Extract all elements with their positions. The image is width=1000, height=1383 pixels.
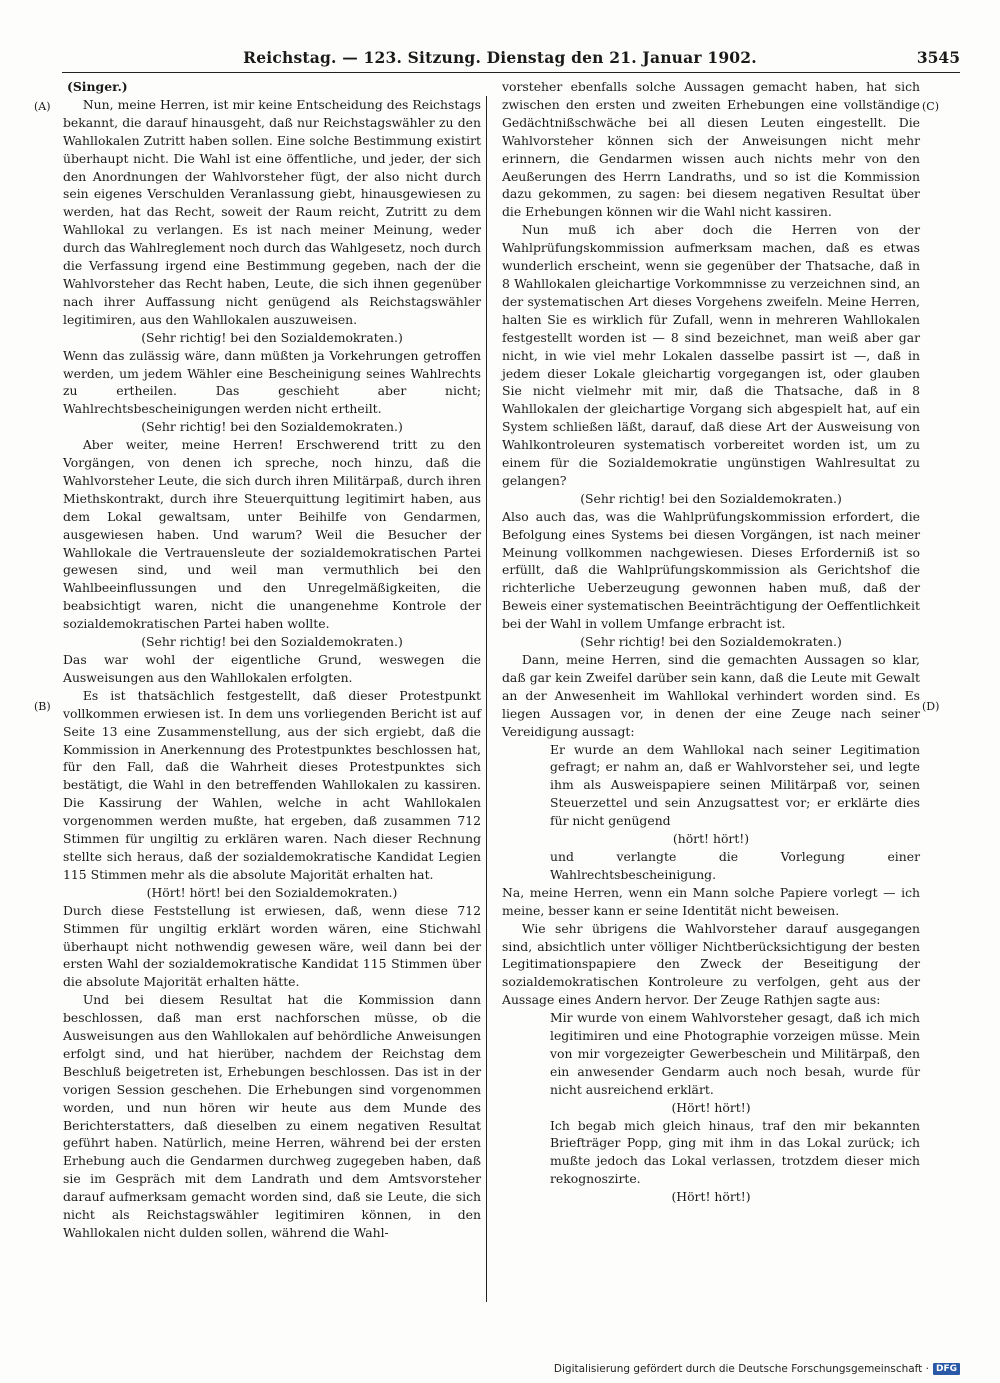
paragraph: Und bei diesem Resultat hat die Kommission dann beschlossen, daß man erst nachforschen müsse, ob die Ausweisungen aus den Wahllokalen auf behördliche Anweisungen erfolgt sind, und hat hierüber, nachdem der Reichstag dem Beschluß beigetreten ist, Erhebungen beschlossen. Das ist in der vorigen Session geschehen. Die Erhebungen sind vorgenommen worden, und nun hören wir heute aus dem Munde des Berichterstatters, daß dieselben zu einem negativen Resultat geführt haben. Natürlich, meine Herren, während bei der ersten Erhebung auch die Gendarmen durchweg zugegeben haben, daß sie im Gespräch mit dem Landrath und dem Amtsvorsteher darauf aufmerksam gemacht worden sind, daß sie Leute, die sich nicht als Reichstagswähler legitimiren können, in den Wahllokalen nicht dulden sollen, während die Wahl- (63, 992, 481, 1240)
paragraph: Wenn das zulässig wäre, dann müßten ja Vorkehrungen getroffen werden, um jedem Wähler eine Bescheinigung seines Wahlrechts zu ertheilen. Das geschieht aber nicht; Wahlrechtsbescheinigungen werden nicht ertheilt. (63, 347, 481, 417)
margin-marker-a: (A) (34, 100, 51, 113)
running-title: Reichstag. — 123. Sitzung. Dienstag den 21. Januar 1902. (243, 48, 757, 67)
dfg-logo: DFG (933, 1363, 960, 1375)
paragraph: Nun muß ich aber doch die Herren von der Wahlprüfungskommission aufmerksam machen, daß es etwas wunderlich erscheint, wenn sie gegenüber der Thatsache, daß in 8 Wahllokalen gleichartige Vorkommnisse zu verzeichnen sind, an der systematischen Art dieses Vorgehens zweifeln. Meine Herren, halten Sie es wirklich für Zufall, wenn in mehreren Wahllokalen festgestellt worden ist — 8 sind bezeichnet, man weiß aber gar nicht, in wie viel mehr Lokalen dasselbe passirt ist —, daß in jedem dieser Lokale gleichartig vorgegangen ist, oder glauben Sie nicht vielmehr mit mir, daß die Thatsache, daß in 8 Wahllokalen der gleichartige Vorgang sich abgespielt hat, auf ein System schließen läßt, darauf, daß diese Art der Ausweisung von Wahlkontroleuren systematisch vorbereitet worden ist, um zu einem für die Sozialdemokratie ungünstigen Wahlresultat zu gelangen? (502, 222, 920, 488)
right-column (502, 78, 920, 1206)
paragraph: Nun, meine Herren, ist mir keine Entscheidung des Reichstags bekannt, die darauf hinausgeht, daß nur Reichstagswähler zu den Wahllokalen Zutritt haben sollen. Eine solche Bestimmung existirt überhaupt nicht. Die Wahl ist eine öffentliche, und jeder, der sich den Anordnungen der Wahlvorsteher fügt, der also nicht durch sein eigenes Verschulden Veranlassung giebt, hinausgewiesen zu werden, hat das Recht, soweit der Raum reicht, Zutritt zu dem Wahllokal zu verlangen. Es ist nach meiner Meinung, weder durch das Wahlreglement noch durch das Wahlgesetz, noch durch die Verfassung irgend eine Bestimmung gegeben, nach der die Wahlvorsteher das Recht haben, Leute, die sich ihnen gegenüber nach ihrer Auffassung nicht genügend als Reichstagswähler legitimiren, aus den Wahllokalen auszuweisen. (63, 96, 481, 327)
interjection: (Sehr richtig! bei den Sozialdemokraten.) (141, 634, 403, 650)
page-number: 3545 (916, 48, 960, 67)
quotation: und verlangte die Vorlegung einer Wahlrechtsbescheinigung. (550, 848, 920, 882)
interjection: (Sehr richtig! bei den Sozialdemokraten.) (580, 490, 842, 506)
footer (554, 1363, 960, 1375)
paragraph: Dann, meine Herren, sind die gemachten Aussagen so klar, daß gar kein Zweifel darüber sein kann, daß die Leute mit Gewalt an der Anwesenheit im Wahllokal verhindert worden sind. Es liegen Aussagen vor, in denen der eine Zeuge nach seiner Vereidigung aussagt: (502, 652, 920, 739)
quotation: Er wurde an dem Wahllokal nach seiner Legitimation gefragt; er nahm an, daß er Wahlvorsteher sei, und legte ihm als Ausweispapiere seinen Militärpaß vor, seinen Steuerzettel und sein Anzugsattest vor; er erklärte dies für nicht genügend (550, 741, 920, 829)
left-column (63, 78, 481, 1242)
interjection: (Sehr richtig! bei den Sozialdemokraten.) (141, 419, 403, 435)
paragraph: Na, meine Herren, wenn ein Mann solche Papiere vorlegt — ich meine, besser kann er seine Identität nicht beweisen. (502, 884, 920, 918)
speaker-name: (Singer.) (67, 79, 128, 94)
header-rule (62, 72, 960, 73)
column-divider (486, 96, 487, 1302)
paragraph: Durch diese Feststellung ist erwiesen, daß, wenn diese 712 Stimmen für ungiltig erklärt worden wären, eine Stichwahl überhaupt nicht nothwendig gewesen wäre, weil dann bei der ersten Wahl der sozialdemokratische Kandidat 115 Stimmen über die absolute Majorität erhalten hätte. (63, 902, 481, 990)
interjection: (hört! hört!) (672, 831, 750, 847)
paragraph: Es ist thatsächlich festgestellt, daß dieser Protestpunkt vollkommen erwiesen ist. In dem uns vorliegenden Bericht ist auf Seite 13 eine Zusammenstellung, aus der sich ergiebt, daß die Kommission in Anerkennung des Protestpunktes beschlossen hat, für den Fall, daß die Wahrheit dieses Protestpunktes sich bestätigt, die Wahl in den betreffenden Wahllokalen zu kassiren. Die Kassirung der Wahlen, welche in acht Wahllokalen vorgenommen werden mußte, hat ergeben, daß zusammen 712 Stimmen für ungiltig zu erklären waren. Nach dieser Rechnung stellte sich heraus, daß der sozialdemokratische Kandidat Legien 115 Stimmen mehr als die absolute Majorität erhalten hat. (63, 687, 481, 882)
paragraph: Also auch das, was die Wahlprüfungskommission erfordert, die Befolgung eines Systems bei diesen Vorgängen, ist nach meiner Meinung vollkommen nachgewiesen. Dieses Erforderniß ist so erfüllt, daß die Wahlprüfungskommission als Gerichtshof die richterliche Ueberzeugung gewonnen haben muß, daß der Beweis einer systematischen Beeinträchtigung der Oeffentlichkeit bei der Wahl in vollem Umfange erbracht ist. (502, 508, 920, 632)
margin-marker-d: (D) (922, 700, 940, 713)
paragraph: vorsteher ebenfalls solche Aussagen gemacht haben, hat sich zwischen den ersten und zweiten Erhebungen eine vollständige Gedächtnißschwäche bei all diesen Leuten eingestellt. Die Wahlvorsteher können sich der Anweisungen nicht mehr erinnern, die Gendarmen wissen auch nichts mehr von den Aeußerungen des Herrn Landraths, und so ist die Kommission dazu gekommen, zu sagen: bei diesem negativen Resultat über die Erhebungen können wir die Wahl nicht kassiren. (502, 79, 920, 220)
quotation: Mir wurde von einem Wahlvorsteher gesagt, daß ich mich legitimiren und eine Photographie vorzeigen müsse. Mein von mir vorgezeigter Gewerbeschein und Militärpaß, den ein anwesender Gendarm auch noch besah, wurde für nicht ausreichend erklärt. (550, 1010, 920, 1097)
interjection: (Hört! hört!) (671, 1189, 751, 1205)
paragraph: Aber weiter, meine Herren! Erschwerend tritt zu den Vorgängen, von denen ich spreche, noch hinzu, daß die Wahlvorsteher Leute, die sich durch ihren Militärpaß, durch ihren Miethskontrakt, durch ihre Steuerquittung legitimirt haben, aus dem Lokal gewaltsam, unter Beihilfe von Gendarmen, ausgewiesen haben. Und warum? Weil die Besucher der Wahllokale die Vertrauensleute der sozialdemokratischen Partei gewesen sind, und weil man vermuthlich bei den Wahlbeeinflussungen und den Unregelmäßigkeiten, die beabsichtigt waren, nicht die unangenehme Kontrole der sozialdemokratischen Partei haben wollte. (63, 437, 481, 632)
margin-marker-c: (C) (922, 100, 939, 113)
paragraph: Das war wohl der eigentliche Grund, weswegen die Ausweisungen aus den Wahllokalen erfolgten. (63, 652, 481, 685)
paragraph: Wie sehr übrigens die Wahlvorsteher darauf ausgegangen sind, absichtlich unter völliger Nichtberücksichtigung der besten Legitimationspapiere den Zweck der Beseitigung der sozialdemokratischen Kontroleure zu verfolgen, geht aus der Aussage eines Andern hervor. Der Zeuge Rathjen sagte aus: (502, 920, 920, 1008)
quotation: Ich begab mich gleich hinaus, traf den mir bekannten Briefträger Popp, ging mit ihm in das Lokal zurück; ich mußte jedoch das Lokal verlassen, trotzdem dieser mich rekognoszirte. (550, 1117, 920, 1187)
footer-credit: Digitalisierung gefördert durch die Deutsche Forschungsgemeinschaft · (553, 1363, 929, 1375)
interjection: (Sehr richtig! bei den Sozialdemokraten.) (141, 329, 403, 345)
interjection: (Hört! hört! bei den Sozialdemokraten.) (146, 884, 398, 900)
interjection: (Hört! hört!) (671, 1099, 751, 1115)
margin-marker-b: (B) (34, 700, 51, 713)
interjection: (Sehr richtig! bei den Sozialdemokraten.) (580, 634, 842, 650)
page-header (40, 48, 960, 72)
